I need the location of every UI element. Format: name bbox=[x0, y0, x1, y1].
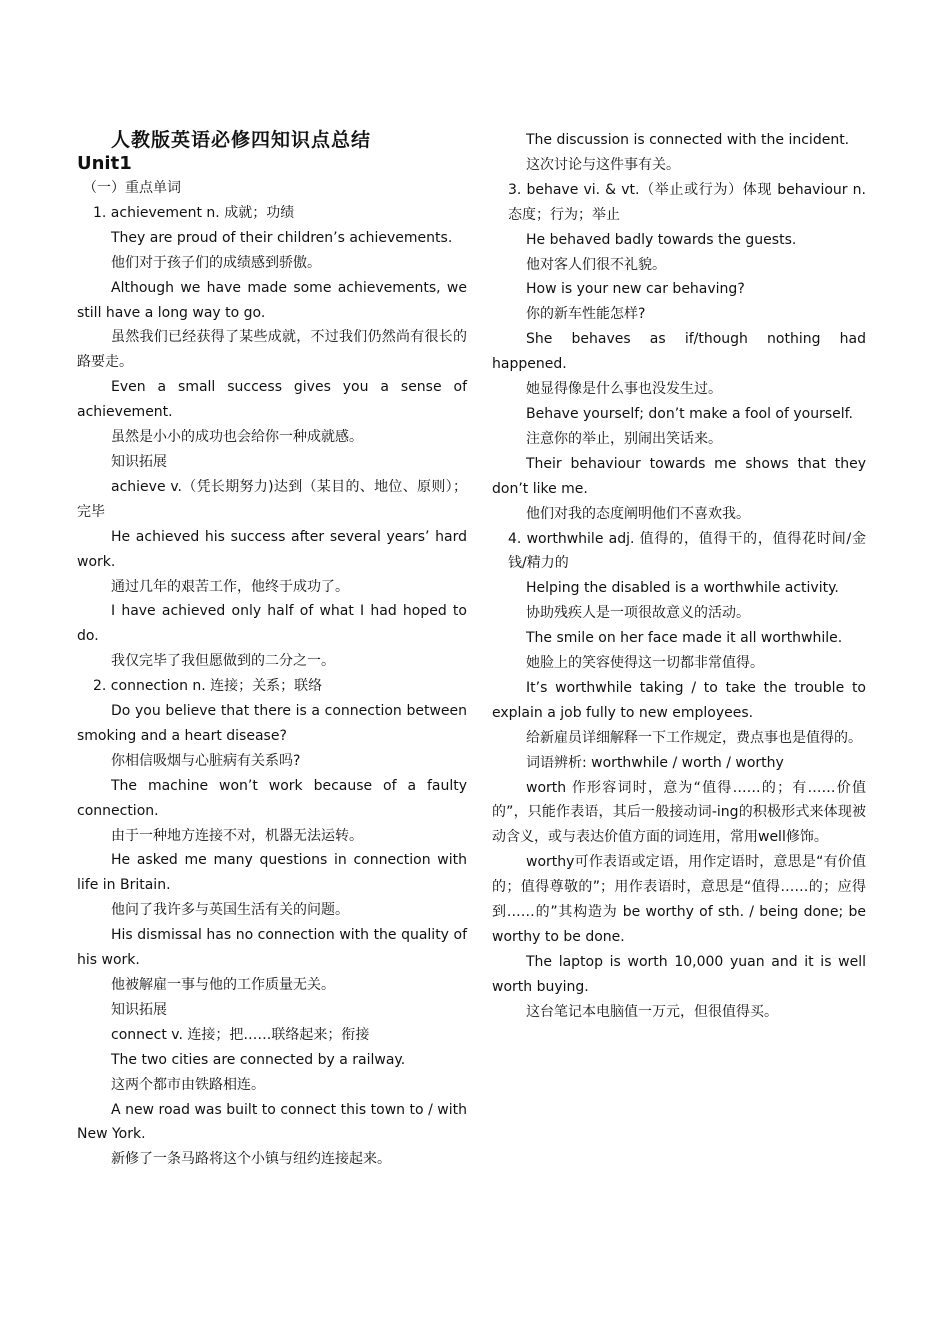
paragraph: Do you believe that there is a connection between smoking and a heart disease? bbox=[77, 703, 467, 744]
paragraph: worthy可作表语或定语，用作定语时，意思是“有价值的；值得尊敬的”；用作表语时，意思是“值得……的；应得到……的”其构造为 be worthy of sth. / being done; be worthy to be done. bbox=[492, 854, 866, 945]
paragraph: 他对客人们很不礼貌。 bbox=[526, 256, 666, 273]
paragraph: 她显得像是什么事也没发生过。 bbox=[526, 381, 722, 398]
paragraph: 新修了一条马路将这个小镇与纽约连接起来。 bbox=[111, 1151, 391, 1168]
paragraph: Even a small success gives you a sense of achievement. bbox=[77, 379, 467, 421]
vocab-entry: 2. connection n. 连接；关系；联络 bbox=[93, 678, 323, 695]
paragraph: The smile on her face made it all worthwhile. bbox=[526, 630, 843, 647]
paragraph: 这次讨论与这件事有关。 bbox=[526, 156, 680, 173]
left-column bbox=[77, 128, 467, 1172]
right-column bbox=[492, 128, 866, 1025]
paragraph: 他被解雇一事与他的工作质量无关。 bbox=[111, 977, 335, 993]
paragraph: 通过几年的艰苦工作，他终于成功了。 bbox=[111, 578, 349, 595]
paragraph: The discussion is connected with the incident. bbox=[526, 132, 850, 148]
paragraph: Behave yourself; don’t make a fool of yourself. bbox=[526, 405, 854, 422]
paragraph: The laptop is worth 10,000 yuan and it is well worth buying. bbox=[492, 953, 866, 995]
paragraph: worth 作形容词时，意为“值得……的；有……价值的”，只能作表语，其后一般接动词-ing的积极形式来体现被动含义，或与表达价值方面的词连用，常用well修饰。 bbox=[492, 779, 866, 846]
left-column-body bbox=[77, 176, 467, 1172]
paragraph: He asked me many questions in connection with life in Britain. bbox=[77, 852, 467, 894]
paragraph: 他问了我许多与英国生活有关的问题。 bbox=[111, 902, 349, 919]
paragraph: His dismissal has no connection with the quality of his work. bbox=[77, 927, 467, 969]
paragraph: 协助残疾人是一项很故意义的活动。 bbox=[526, 605, 750, 622]
paragraph: Their behaviour towards me shows that they don’t like me. bbox=[492, 455, 866, 497]
paragraph: 你的新车性能怎样? bbox=[526, 306, 646, 323]
paragraph: Although we have made some achievements, we still have a long way to go. bbox=[77, 279, 467, 321]
paragraph: 虽然是小小的成功也会给你一种成就感。 bbox=[111, 429, 363, 446]
paragraph: 这台笔记本电脑值一万元，但很值得买。 bbox=[526, 1003, 778, 1020]
paragraph: They are proud of their children’s achievements. bbox=[111, 229, 453, 246]
paragraph: 你相信吸烟与心脏病有关系吗? bbox=[111, 752, 301, 769]
paragraph: 注意你的举止，别闹出笑话来。 bbox=[526, 430, 722, 447]
paragraph: 由于一种地方连接不对，机器无法运转。 bbox=[111, 827, 363, 844]
paragraph: 他们对于孩子们的成绩感到骄傲。 bbox=[111, 254, 321, 271]
vocab-entry: 3. behave vi. & vt.（举止或行为）体现 behaviour n. 态度；行为；举止 bbox=[508, 181, 866, 223]
paragraph: 这两个都市由铁路相连。 bbox=[111, 1076, 265, 1093]
paragraph: achieve v.（凭长期努力)达到（某目的、地位、原则）；完毕 bbox=[77, 478, 467, 520]
paragraph: connect v. 连接；把……联络起来；衔接 bbox=[111, 1026, 370, 1043]
unit-heading: Unit1 bbox=[77, 153, 132, 174]
paragraph: 知识拓展 bbox=[111, 453, 167, 470]
paragraph: 虽然我们已经获得了某些成就，不过我们仍然尚有很长的路要走。 bbox=[77, 329, 467, 371]
paragraph: 知识拓展 bbox=[111, 1001, 167, 1018]
paragraph: He behaved badly towards the guests. bbox=[526, 231, 797, 248]
paragraph: The two cities are connected by a railway. bbox=[111, 1051, 406, 1068]
paragraph: 给新雇员详细解释一下工作规定，费点事也是值得的。 bbox=[526, 729, 862, 746]
paragraph: 他们对我的态度阐明他们不喜欢我。 bbox=[526, 505, 750, 522]
paragraph: She behaves as if/though nothing had happened. bbox=[492, 331, 866, 373]
paragraph: He achieved his success after several years’ hard work. bbox=[77, 528, 467, 570]
paragraph: The machine won’t work because of a faulty connection. bbox=[77, 777, 467, 819]
paragraph: 我仅完毕了我但愿做到的二分之一。 bbox=[111, 653, 335, 670]
document-title: 人教版英语必修四知识点总结 bbox=[111, 129, 372, 151]
right-column-body bbox=[492, 128, 866, 1025]
paragraph: A new road was built to connect this town to / with New York. bbox=[77, 1101, 467, 1143]
section-heading: （一）重点单词 bbox=[83, 180, 181, 196]
paragraph: It’s worthwhile taking / to take the trouble to explain a job fully to new employees. bbox=[492, 679, 866, 721]
paragraph: 词语辨析: worthwhile / worth / worthy bbox=[526, 754, 784, 771]
paragraph: 她脸上的笑容使得这一切都非常值得。 bbox=[526, 655, 764, 672]
vocab-entry: 4. worthwhile adj. 值得的，值得干的，值得花时间/金钱/精力的 bbox=[508, 530, 866, 572]
vocab-entry: 1. achievement n. 成就；功绩 bbox=[93, 204, 295, 221]
paragraph: Helping the disabled is a worthwhile activity. bbox=[526, 580, 839, 597]
paragraph: How is your new car behaving? bbox=[526, 281, 745, 298]
paragraph: I have achieved only half of what I had hoped to do. bbox=[77, 603, 467, 645]
